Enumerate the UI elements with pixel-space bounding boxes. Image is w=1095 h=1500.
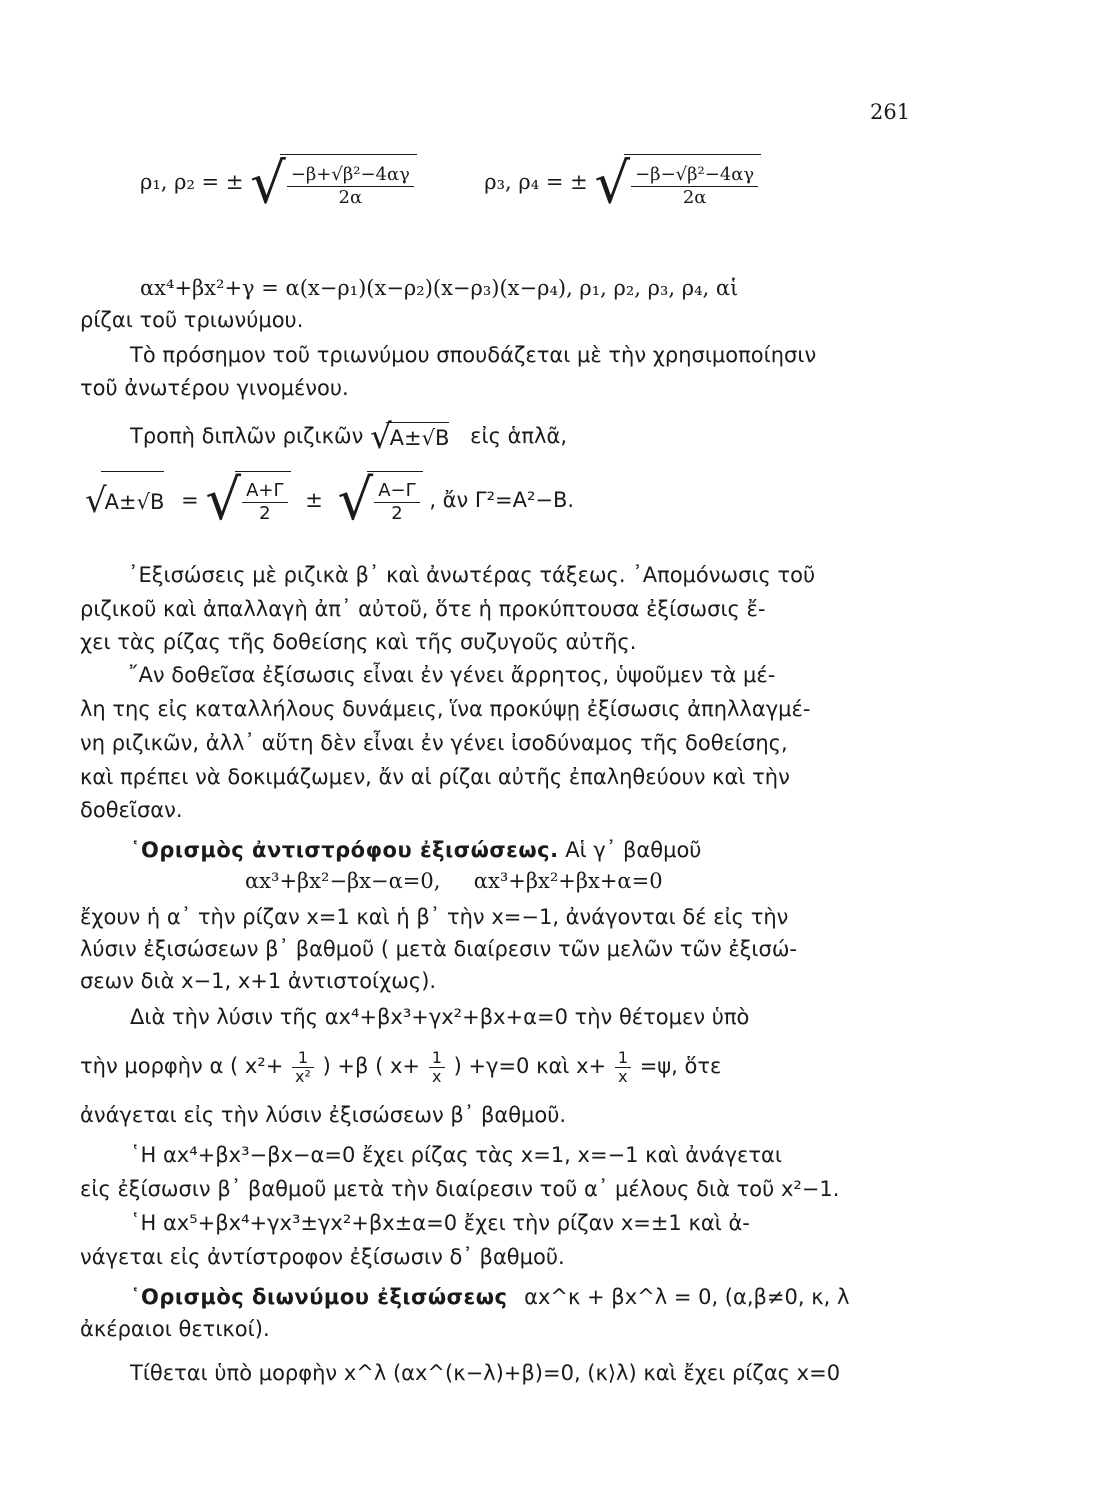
paragraph-2-line-4: καὶ πρέπει νὰ δοκιμάζωμεν, ἄν αἱ ρίζαι αὐτῆς ἐπαληθεύουν καὶ τὴν <box>80 765 790 789</box>
paragraph-6-line-2: νάγεται εἰς ἀντίστροφον ἐξίσωσιν δ᾽ βαθμοῦ. <box>80 1245 565 1269</box>
radical-right: √ $\frac{\text{−β−√β²−4αγ}}{2\alpha}$ <box>594 153 761 215</box>
fraction-1-over-x-squared: $\frac{1}{\text{x²}}$ <box>292 1049 314 1086</box>
p4-part-d: =ψ, ὅτε <box>639 1054 722 1078</box>
formula2-den2: 2 <box>391 503 403 525</box>
roots-formula <box>140 152 761 215</box>
paragraph-4-line-1: Διὰ τὴν λύσιν τῆς αx⁴+βx³+γx²+βx+α=0 τὴν θέτομεν ὑπὸ <box>130 1005 750 1029</box>
page-number: 261 <box>870 100 911 124</box>
radicand-numerator-left: −β+√β²−4αγ <box>287 164 414 187</box>
double-radical-body: A±√B <box>386 422 450 453</box>
definition-reciprocal-title: ῾Ορισμὸς ἀντιστρόφου ἐξισώσεως. <box>130 838 559 862</box>
formula2-radical-1: √ $\frac{A+\Gamma}{2}$ <box>205 470 290 532</box>
formula2-lhs: A±√B <box>101 471 165 532</box>
formula2-num1: A+Γ <box>242 480 287 503</box>
formula2-num2: A−Γ <box>374 480 419 503</box>
paragraph-3-line-1: ἔχουν ἡ α᾽ τὴν ρίζαν x=1 καὶ ἡ β᾽ τὴν x=−1, ἀνάγονται δέ εἰς τὴν <box>80 905 789 929</box>
paragraph-6-line-1: ῾Η αx⁵+βx⁴+γx³±γx²+βx±α=0 ἔχει τὴν ρίζαν x=±1 καὶ ἀ- <box>130 1211 750 1235</box>
roots-lhs-left: ρ₁, ρ₂ = ± <box>140 170 244 194</box>
paragraph-4-line-3: ἀνάγεται εἰς τὴν λύσιν ἐξισώσεων β᾽ βαθμοῦ. <box>80 1103 567 1127</box>
paragraph-2-line-1: ῎Αν δοθεῖσα ἐξίσωσις εἶναι ἐν γένει ἄρρητος, ὑψοῦμεν τὰ μέ- <box>128 663 776 687</box>
definition-reciprocal-line <box>130 835 701 865</box>
fraction-1-over-x-a: $\frac{1}{x}$ <box>429 1049 445 1086</box>
formula2-radical-2: √ $\frac{A-\Gamma}{2}$ <box>338 470 423 532</box>
p4-part-b: ) +β ( x+ <box>322 1054 420 1078</box>
paragraph-5-line-1: ῾Η αx⁴+βx³−βx−α=0 ἔχει ρίζας τὰς x=1, x=−1 καὶ ἀνάγεται <box>130 1143 782 1167</box>
sign-line-2: τοῦ ἀνωτέρου γινομένου. <box>80 376 349 400</box>
paragraph-2-line-2: λη της εἰς καταλλήλους δυνάμεις, ἵνα προκύψῃ ἐξίσωσις ἀπηλλαγμέ- <box>80 697 811 721</box>
radicand-numerator-right: −β−√β²−4αγ <box>631 164 758 187</box>
paragraph-4-line-2 <box>80 1044 721 1088</box>
formula2-den1: 2 <box>259 503 271 525</box>
definition-binomial-line-2: ἀκέραιοι θετικοί). <box>80 1317 270 1341</box>
paragraph-2-line-5: δοθεῖσαν. <box>80 798 183 822</box>
definition-binomial-rest: αx^κ + βx^λ = 0, (α,β≠0, κ, λ <box>524 1285 850 1309</box>
definition-reciprocal-rest: Αἱ γ᾽ βαθμοῦ <box>565 838 702 862</box>
p4-part-a: τὴν μορφὴν α ( x²+ <box>80 1054 284 1078</box>
paragraph-1-line-3: χει τὰς ρίζας τῆς δοθείσης καὶ τῆς συζυγοῦς αὐτῆς. <box>80 630 637 654</box>
radical-left: √ $\frac{\text{−β+√β²−4αγ}}{2\alpha}$ <box>250 153 417 215</box>
factorization-line: αx⁴+βx²+γ = α(x−ρ₁)(x−ρ₂)(x−ρ₃)(x−ρ₄), ρ₁, ρ₂, ρ₃, ρ₄, αἱ <box>140 276 739 300</box>
sign-line-1: Τὸ πρόσημον τοῦ τριωνύμου σπουδάζεται μὲ τὴν χρησιμοποίησιν <box>130 343 817 367</box>
paragraph-1-line-1: ᾽Εξισώσεις μὲ ριζικὰ β᾽ καὶ ἀνωτέρας τάξεως. ᾽Απομόνωσις τοῦ <box>128 563 816 587</box>
last-line: Τίθεται ὑπὸ μορφὴν x^λ (αx^(κ−λ)+β)=0, (κ⟩λ) καὶ ἔχει ρίζας x=0 <box>130 1361 841 1385</box>
roots-lhs-right: ρ₃, ρ₄ = ± <box>484 170 588 194</box>
double-radical: √A±√B <box>370 417 450 457</box>
paragraph-3-line-3: σεων διὰ x−1, x+1 ἀντιστοίχως). <box>80 969 437 993</box>
radicand-denominator-right: 2α <box>682 186 707 208</box>
transform-text: Τροπὴ διπλῶν ριζικῶν <box>130 424 364 448</box>
paragraph-5-line-2: εἰς ἐξίσωσιν β᾽ βαθμοῦ μετὰ τὴν διαίρεσιν τοῦ α᾽ μέλους διὰ τοῦ x²−1. <box>80 1177 840 1201</box>
definition-binomial-line <box>130 1282 849 1312</box>
formula2-condition: , ἄν Γ²=A²−B. <box>429 488 575 512</box>
double-radical-formula <box>85 470 574 532</box>
paragraph-3-line-2: λύσιν ἐξισώσεων β᾽ βαθμοῦ ( μετὰ διαίρεσιν τῶν μελῶν τῶν ἐξισώ- <box>80 937 798 961</box>
transform-line <box>130 417 567 457</box>
transform-text-end: εἰς ἁπλᾶ, <box>470 424 567 448</box>
formula2-pm: ± <box>305 488 323 512</box>
radicand-denominator-left: 2α <box>338 186 363 208</box>
paragraph-2-line-3: νη ριζικῶν, ἀλλ᾽ αὕτη δὲν εἶναι ἐν γένει ἰσοδύναμος τῆς δοθείσης, <box>80 731 788 755</box>
definition-binomial-title: ῾Ορισμὸς διωνύμου ἐξισώσεως <box>130 1285 508 1309</box>
roots-caption: ρίζαι τοῦ τριωνύμου. <box>80 308 304 332</box>
reciprocal-equations: αx³+βx²−βx−α=0, αx³+βx²+βx+α=0 <box>245 869 663 893</box>
paragraph-1-line-2: ριζικοῦ καὶ ἀπαλλαγὴ ἀπ᾽ αὐτοῦ, ὅτε ἡ προκύπτουσα ἐξίσωσις ἔ- <box>80 597 766 621</box>
formula2-lhs-radical: √A±√B <box>85 470 164 532</box>
p4-part-c: ) +γ=0 καὶ x+ <box>453 1054 607 1078</box>
fraction-1-over-x-b: $\frac{1}{x}$ <box>615 1049 631 1086</box>
formula2-eq: = <box>181 488 199 512</box>
